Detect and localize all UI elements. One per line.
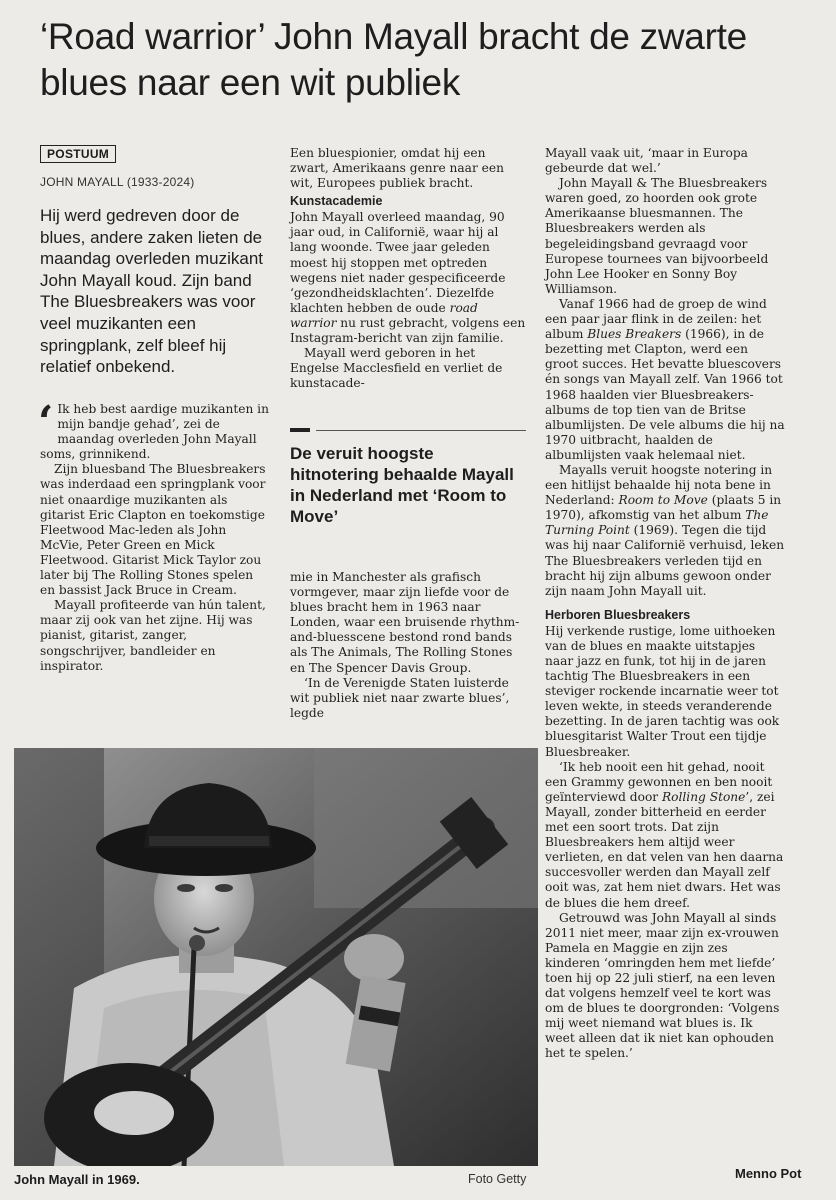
body-paragraph: Zijn bluesband The Bluesbreakers was inderdaad een springplank voor niet onaardige muzikanten als gitarist Eric Clapton en toekomstige Fleetwood Mac-leden als John McVie, Peter Green en Mick Fleetwood. Gitarist Mick Taylor zou later bij The Rolling Stones spelen en bassist Jack Bruce in Cream.: [40, 462, 266, 598]
body-paragraph: Hij verkende rustige, lome uithoeken van de blues en maakte uitstapjes naar jazz en funk, tot hij in de jaren tachtig The Bluesbreakers in een steviger rockende incarnatie weer tot leven wekte, in steeds veranderende bezetting. In de jaren tachtig was ook bluesgitarist Walter Trout een tijdje Bluesbreaker.: [545, 623, 780, 759]
pull-quote-block: [290, 428, 526, 527]
photo-caption: John Mayall in 1969.: [14, 1172, 140, 1187]
subheading: Herboren Bluesbreakers: [545, 607, 691, 622]
pull-quote-rule: [290, 428, 310, 432]
section-tag: POSTUUM: [40, 145, 116, 163]
lead-paragraph: [38, 397, 272, 462]
byline: Menno Pot: [735, 1166, 802, 1181]
body-paragraph: Mayalls veruit hoogste notering in een hitlijst behaalde hij nota bene in Nederland: Room to Move (plaats 5 in 1970), afkomstig van het album The Turning Point (1969). Tegen die tijd was hij naar Californië verhuisd, leken The Bluesbreakers verleden tijd en bracht hij zijn albums gewoon onder zijn naam John Mayall uit.: [545, 462, 785, 598]
body-paragraph: Een bluespionier, omdat hij een zwart, Amerikaans genre naar een wit, Europees publiek bracht.: [290, 146, 504, 191]
obituary-dates: JOHN MAYALL (1933-2024): [40, 175, 195, 189]
body-paragraph: Mayall werd geboren in het Engelse Macclesfield en verliet de kunstacade-: [290, 346, 503, 391]
column-3: [545, 146, 785, 1062]
divider: [316, 430, 526, 431]
column-2-top: [290, 146, 526, 391]
body-paragraph: ‘In de Verenigde Staten luisterde wit publiek niet naar zwarte blues’, legde: [290, 675, 510, 720]
body-paragraph: Mayall profiteerde van hún talent, maar zij ook van het zijne. Hij was pianist, gitarist, zanger, songschrijver, bandleider en inspirator.: [40, 598, 266, 673]
body-paragraph: John Mayall & The Bluesbreakers waren goed, zo hoorden ook grote Amerikaanse bluesmannen. The Bluesbreakers werden als begeleidingsband gevraagd voor Europese tournees van bijvoorbeeld John Lee Hooker en Sonny Boy Williamson.: [545, 176, 769, 296]
body-paragraph: John Mayall overleed maandag, 90 jaar oud, in Californië, waar hij al lang woonde. Twee jaar geleden moest hij stoppen met optreden wegens niet nader gespecificeerde ‘gezondheidsklachten’. Diezelfde klachten hebben de oude road warrior nu rust gebracht, volgens een Instagram-bericht van zijn familie.: [290, 210, 526, 346]
column-1: [38, 397, 272, 674]
headline: ‘Road warrior’ John Mayall bracht de zwarte blues naar een wit publiek: [40, 16, 747, 103]
body-paragraph: Mayall vaak uit, ‘maar in Europa gebeurde dat wel.’: [545, 146, 748, 176]
drop-quote-mark: ‘: [38, 397, 54, 448]
lead-text: Ik heb best aardige muzikanten in mijn bandje gehad’, zei de maandag overleden John Mayall soms, grinnikend.: [40, 402, 269, 462]
photo-image: [14, 748, 538, 1166]
photo-credit: Foto Getty: [468, 1172, 527, 1186]
pull-quote: De veruit hoogste hitnotering behaalde Mayall in Nederland met ‘Room to Move’: [290, 444, 514, 526]
photo-john-mayall: [14, 748, 538, 1166]
body-paragraph: Vanaf 1966 had de groep de wind een paar jaar flink in de zeilen: het album Blues Breakers (1966), in de bezetting met Clapton, werd een groot succes. Het bevatte bluescovers én songs van Mayall zelf. Van 1966 tot 1968 haalden vier Bluesbreakers-albums de top tien van de Britse albumlijsten. De vele albums die hij na 1970 uitbracht, haalden de albumlijsten vaak helemaal niet.: [545, 296, 785, 462]
column-2-bottom: [290, 570, 526, 721]
intro-paragraph: Hij werd gedreven door de blues, andere zaken lieten de maandag overleden muzikant John Mayall koud. Zijn band The Bluesbreakers was voor veel muzikanten een springplank, zelf bleef hij relatief onbekend.: [40, 206, 264, 377]
body-paragraph: mie in Manchester als grafisch vormgever, maar zijn liefde voor de blues bracht hem in 1963 naar Londen, waar een bruisende rhythm-and-bluesscene bestond rond bands als The Animals, The Rolling Stones en The Spencer Davis Group.: [290, 570, 520, 675]
body-paragraph: Getrouwd was John Mayall al sinds 2011 niet meer, maar zijn ex-vrouwen Pamela en Maggie en zijn zes kinderen ‘omringden hem met liefde’ toen hij op 22 juli stierf, na een leven dat volgens hemzelf veel te kort was om de blues te doorgronden: ‘Volgens mij weet niemand wat blues is. Ik weet alleen dat ik niet kan ophouden het te spelen.’: [545, 910, 780, 1061]
body-paragraph: ‘Ik heb nooit een hit gehad, nooit een Grammy gewonnen en ben nooit geïnterviewd door Rolling Stone’, zei Mayall, zonder bitterheid en eerder met een soort trots. Dat zijn Bluesbreakers hem altijd weer verlieten, en dat velen van hen daarna succesvoller werden dan Mayall zelf ooit was, zat hem niet dwars. Het was de blues die hem dreef.: [545, 759, 784, 910]
subheading: Kunstacademie: [290, 194, 383, 209]
